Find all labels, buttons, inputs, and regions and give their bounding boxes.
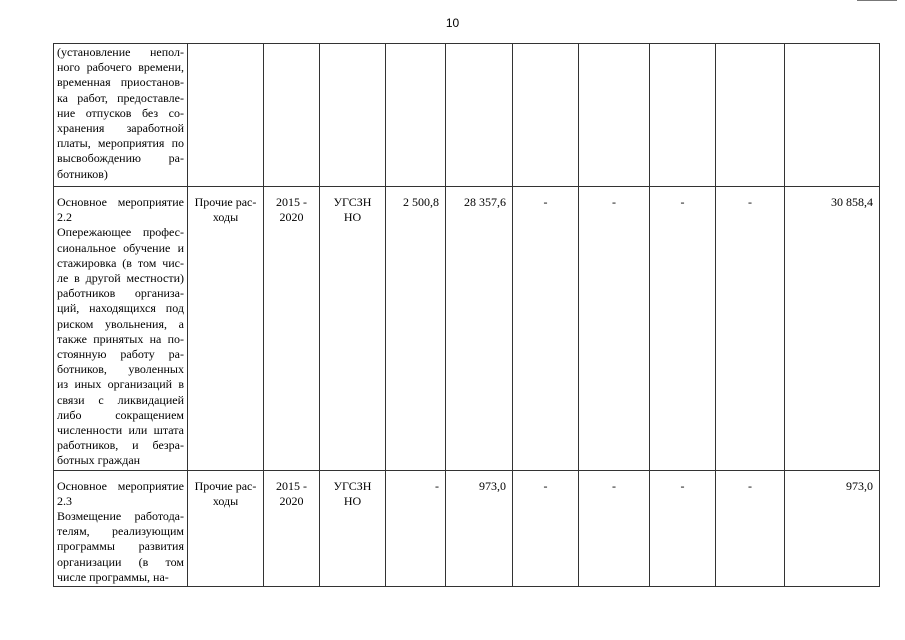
value-cell: [446, 44, 513, 187]
source-cell: [188, 187, 264, 471]
value-cell: -: [650, 470, 716, 586]
source-cell: [188, 470, 264, 586]
total-cell: 973,0: [785, 470, 880, 586]
text-line: высвобождению ра-: [57, 151, 184, 166]
text-line: НО: [343, 493, 362, 508]
text-line: работников организа-: [57, 286, 184, 301]
value-cell: -: [716, 187, 785, 471]
text-line: ка работ, предоставле-: [57, 90, 184, 105]
text-line: из иных организаций в: [57, 377, 184, 392]
text-line: ций, находящихся под: [57, 301, 184, 316]
value-cell: -: [513, 470, 579, 586]
text-line: Прочие рас-: [194, 478, 257, 493]
text-line: риском увольнения, а: [57, 316, 184, 331]
text-line: связи с ликвидацией: [57, 392, 184, 407]
text-line: Основное мероприятие: [57, 478, 184, 493]
text-line: либо сокращением: [57, 407, 184, 422]
description-cell: [54, 187, 188, 471]
text-line: ходы: [212, 493, 239, 508]
text-line: ботников, уволенных: [57, 362, 184, 377]
text-line: числе программы, на-: [57, 569, 169, 584]
text-line: численности или штата: [57, 423, 184, 438]
period-cell: [264, 187, 320, 471]
text-line: 2020: [279, 493, 304, 508]
text-line: Возмещение работода-: [57, 509, 184, 524]
text-line: временная приостанов-: [57, 75, 184, 90]
total-cell: 30 858,4: [785, 187, 880, 471]
text-line: УГСЗН: [333, 478, 372, 493]
corner-mark: [857, 0, 897, 1]
text-line: Прочие рас-: [194, 195, 257, 209]
text-line: 2015 -: [276, 478, 307, 493]
text-line: платы, мероприятия по: [57, 136, 184, 151]
text-line: ботных граждан: [57, 453, 141, 468]
text-line: стоянную работу ра-: [57, 347, 184, 362]
text-line: Основное мероприятие: [57, 195, 184, 209]
table-row: [54, 187, 880, 471]
text-line: НО: [343, 210, 362, 225]
value-cell: [579, 44, 650, 187]
text-line: 2.2: [57, 210, 72, 225]
executor-cell: [320, 470, 386, 586]
text-line: программы развития: [57, 539, 184, 554]
value-cell: 2 500,8: [386, 187, 446, 471]
text-line: сиональное обучение и: [57, 240, 184, 255]
value-cell: -: [579, 187, 650, 471]
text-line: ходы: [212, 210, 239, 225]
executor-cell: [320, 187, 386, 471]
value-cell: 973,0: [446, 470, 513, 586]
period-cell: [264, 470, 320, 586]
table-row: [54, 44, 880, 187]
program-table: [53, 43, 880, 587]
value-cell: [716, 44, 785, 187]
text-line: ле в другой местности): [57, 271, 184, 286]
value-cell: -: [513, 187, 579, 471]
value-cell: -: [386, 470, 446, 586]
value-cell: -: [650, 187, 716, 471]
text-line: ного рабочего времени,: [57, 60, 184, 75]
text-line: 2.3: [57, 493, 72, 508]
executor-cell: [320, 44, 386, 187]
text-line: ние отпусков без со-: [57, 105, 184, 120]
text-line: УГСЗН: [333, 195, 372, 209]
text-line: 2015 -: [276, 195, 307, 209]
text-line: Опережающее профес-: [57, 225, 184, 240]
value-cell: [650, 44, 716, 187]
value-cell: [386, 44, 446, 187]
table-row: [54, 470, 880, 586]
text-line: телям, реализующим: [57, 524, 184, 539]
text-line: также принятых на по-: [57, 331, 184, 346]
text-line: организации (в том: [57, 554, 184, 569]
source-cell: [188, 44, 264, 187]
value-cell: [513, 44, 579, 187]
value-cell: -: [716, 470, 785, 586]
text-line: ботников): [57, 166, 108, 181]
total-cell: [785, 44, 880, 187]
period-cell: [264, 44, 320, 187]
page-number: 10: [445, 16, 460, 30]
text-line: (установление непол-: [57, 45, 184, 59]
text-line: работников, и безра-: [57, 438, 184, 453]
description-cell: [54, 470, 188, 586]
description-cell: [54, 44, 188, 187]
text-line: хранения заработной: [57, 121, 184, 136]
value-cell: 28 357,6: [446, 187, 513, 471]
value-cell: -: [579, 470, 650, 586]
text-line: стажировка (в том чис-: [57, 255, 184, 270]
text-line: 2020: [279, 210, 304, 225]
